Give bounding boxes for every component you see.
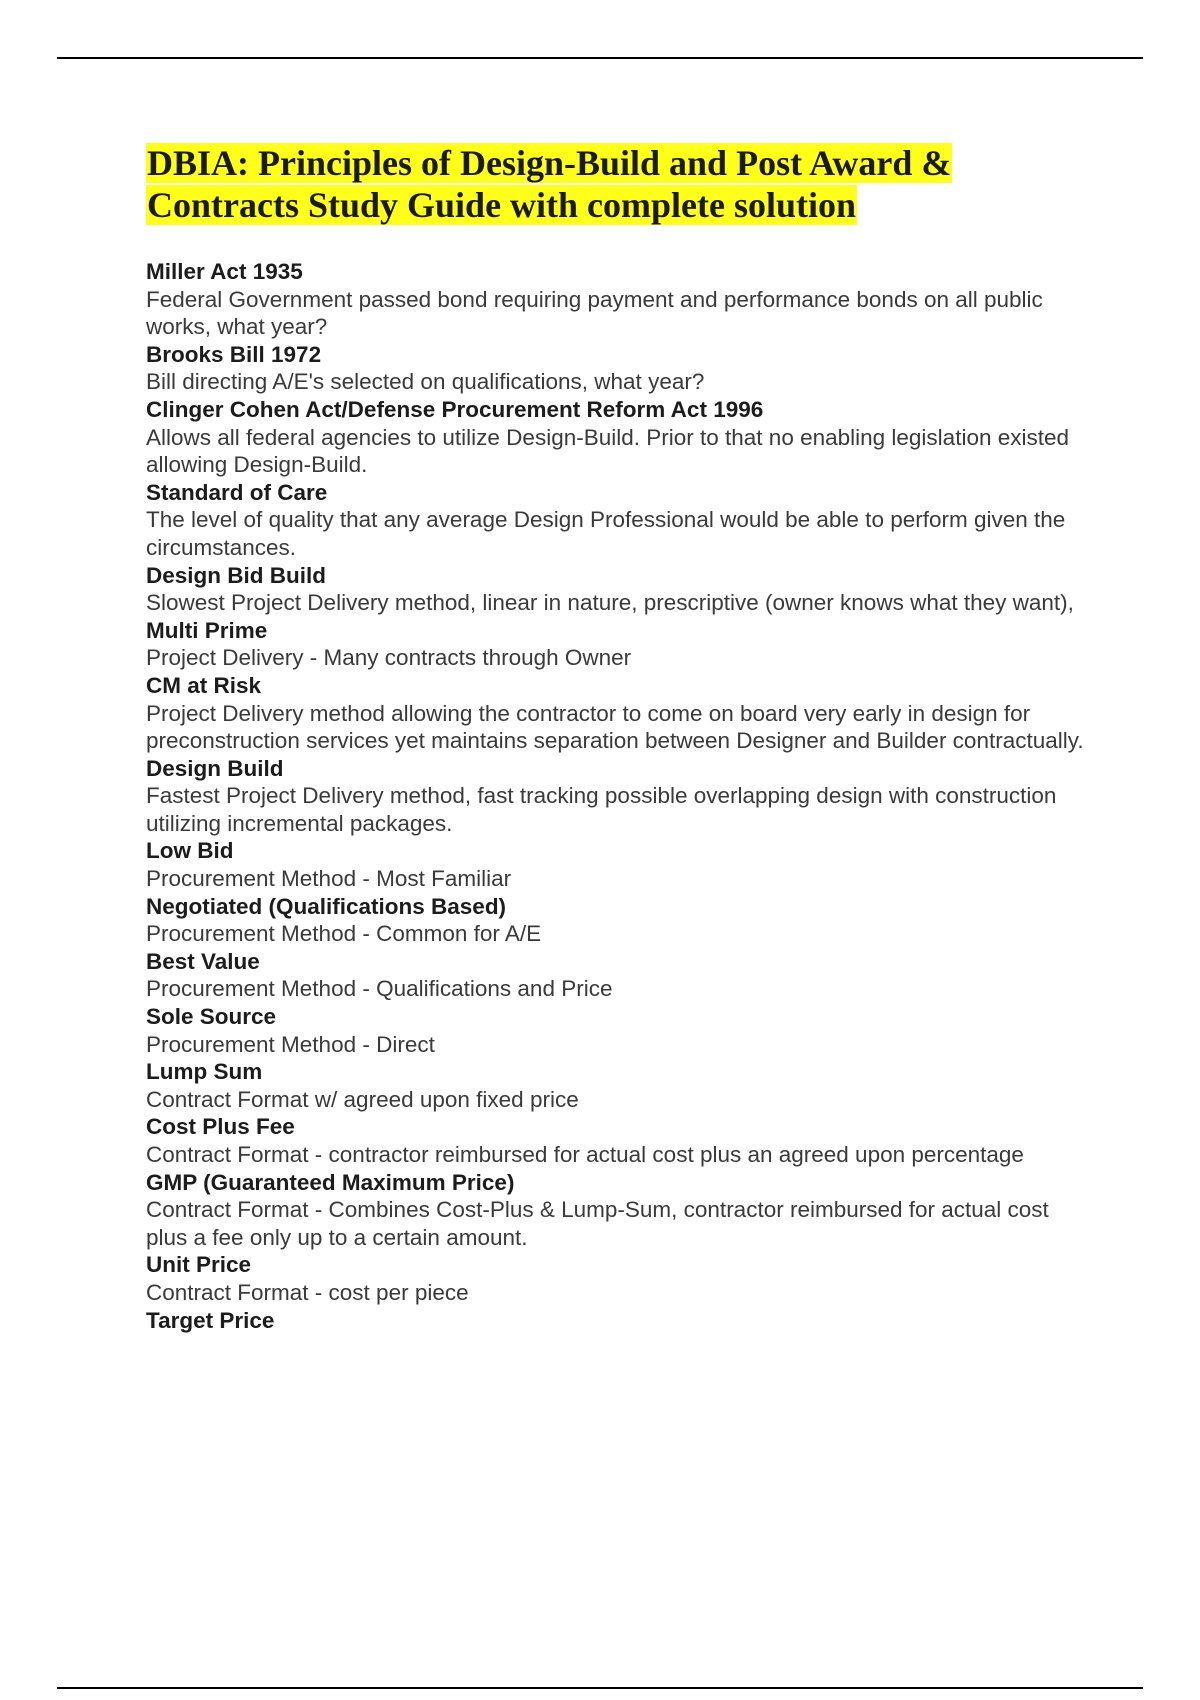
list-item xyxy=(146,755,1086,838)
entry-definition: Project Delivery method allowing the contractor to come on board very early in design for preconstruction services yet maintains separation between Designer and Builder contractually. xyxy=(146,700,1084,754)
title-line-2: Contracts Study Guide with complete solution xyxy=(147,185,857,225)
list-item xyxy=(146,672,1086,755)
document-title xyxy=(146,142,1046,226)
entry-term: GMP (Guaranteed Maximum Price) xyxy=(146,1169,515,1195)
list-item xyxy=(146,837,1086,892)
entry-definition: Fastest Project Delivery method, fast tracking possible overlapping design with construction utilizing incremental packages. xyxy=(146,783,1057,836)
entry-definition: Procurement Method - Common for A/E xyxy=(146,921,542,947)
entry-term: Brooks Bill 1972 xyxy=(146,341,322,367)
list-item xyxy=(146,1058,1086,1113)
entry-definition: Allows all federal agencies to utilize Design-Build. Prior to that no enabling legislation existed allowing Design-Build. xyxy=(146,424,1070,478)
entry-term: Multi Prime xyxy=(146,617,268,643)
entry-term: Best Value xyxy=(146,948,260,974)
top-rule xyxy=(57,57,1143,59)
entry-term: Miller Act 1935 xyxy=(146,259,303,284)
entry-term: Cost Plus Fee xyxy=(146,1114,295,1140)
list-item xyxy=(146,1169,1086,1252)
entry-definition: Contract Format - cost per piece xyxy=(146,1279,469,1305)
entry-term: Lump Sum xyxy=(146,1059,263,1085)
list-item xyxy=(146,341,1086,396)
entry-definition: The level of quality that any average Design Professional would be able to perform given the circumstances. xyxy=(146,507,1066,560)
list-item xyxy=(146,1003,1086,1058)
list-item xyxy=(146,1307,1086,1335)
list-item xyxy=(146,562,1086,617)
list-item xyxy=(146,1113,1086,1168)
entry-definition: Procurement Method - Qualifications and Price xyxy=(146,976,613,1002)
entry-term: CM at Risk xyxy=(146,672,262,698)
bottom-rule xyxy=(57,1687,1143,1689)
list-item xyxy=(146,1251,1086,1306)
entry-term: Target Price xyxy=(146,1307,275,1333)
entry-definition: Bill directing A/E's selected on qualifications, what year? xyxy=(146,369,705,395)
list-item xyxy=(146,479,1086,562)
entry-term: Design Build xyxy=(146,755,284,781)
entry-definition: Federal Government passed bond requiring payment and performance bonds on all public works, what year? xyxy=(146,286,1043,340)
entry-definition: Procurement Method - Direct xyxy=(146,1031,435,1057)
entry-definition: Slowest Project Delivery method, linear in nature, prescriptive (owner knows what they want), xyxy=(146,590,1074,616)
list-item xyxy=(146,396,1086,479)
entry-definition: Contract Format w/ agreed upon fixed price xyxy=(146,1086,579,1112)
entry-definition: Contract Format - contractor reimbursed for actual cost plus an agreed upon percentage xyxy=(146,1142,1024,1167)
entry-definition: Procurement Method - Most Familiar xyxy=(146,866,512,892)
entry-definition: Contract Format - Combines Cost-Plus & Lump-Sum, contractor reimbursed for actual cost plus a fee only up to a certain amount. xyxy=(146,1197,1049,1250)
entry-definition: Project Delivery - Many contracts through Owner xyxy=(146,645,632,671)
list-item xyxy=(146,258,1086,341)
entry-term: Design Bid Build xyxy=(146,562,326,588)
entry-term: Clinger Cohen Act/Defense Procurement Reform Act 1996 xyxy=(146,396,764,422)
entry-term: Unit Price xyxy=(146,1252,252,1278)
title-line-1: DBIA: Principles of Design-Build and Post Award & xyxy=(147,143,952,183)
flashcard-list xyxy=(146,258,1086,1334)
entry-term: Low Bid xyxy=(146,838,234,864)
entry-term: Standard of Care xyxy=(146,479,328,505)
list-item xyxy=(146,893,1086,948)
entry-term: Negotiated (Qualifications Based) xyxy=(146,893,507,919)
entry-term: Sole Source xyxy=(146,1004,277,1030)
list-item xyxy=(146,948,1086,1003)
list-item xyxy=(146,617,1086,672)
